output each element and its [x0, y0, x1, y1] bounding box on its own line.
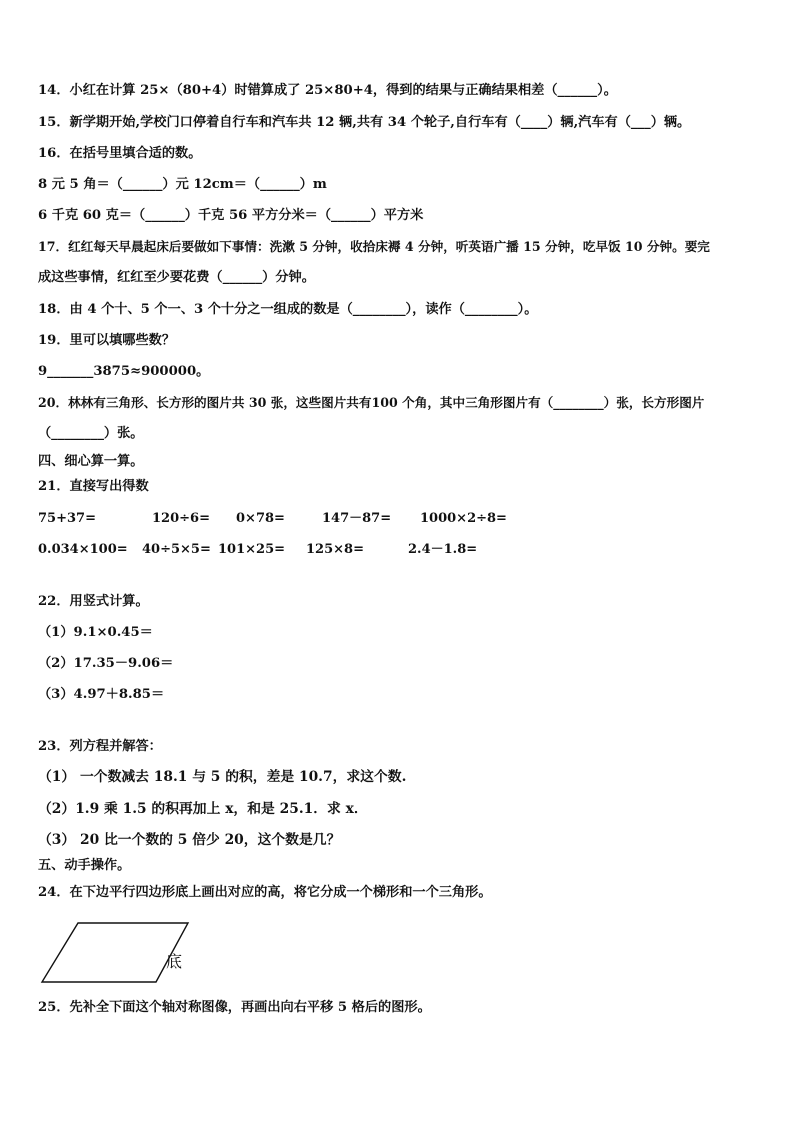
- question-16: 16．在括号里填合适的数。: [38, 146, 202, 161]
- section-5-title: 五、动手操作。: [38, 858, 131, 873]
- calc-item: 1000×2÷8=: [420, 511, 507, 526]
- question-23-item: （1） 一个数减去 18.1 与 5 的积，差是 10.7，求这个数.: [38, 769, 407, 785]
- question-19: 19．里可以填哪些数？: [38, 333, 176, 348]
- calc-item: 147－87=: [322, 511, 392, 526]
- calc-item: 0×78=: [236, 511, 285, 526]
- base-label: 底: [166, 952, 183, 971]
- calc-item: 0.034×100=: [38, 542, 128, 557]
- question-19-line: 9_______3875≈900000。: [38, 364, 210, 379]
- question-23-item: （3） 20 比一个数的 5 倍少 20，这个数是几？: [38, 832, 341, 848]
- question-22: 22．用竖式计算。: [38, 594, 149, 609]
- question-22-item: （3）4.97＋8.85＝: [38, 687, 165, 702]
- question-14: 14．小红在计算 25×（80+4）时错算成了 25×80+4，得到的结果与正确结果相差（______）。: [38, 83, 617, 98]
- calc-item: 125×8=: [306, 542, 364, 557]
- section-4-title: 四、细心算一算。: [38, 454, 144, 469]
- question-16-line-1: 8 元 5 角＝（______）元 12cm＝（______）m: [38, 177, 327, 192]
- question-25: 25．先补全下面这个轴对称图像，再画出向右平移 5 格后的图形。: [38, 1000, 431, 1015]
- calc-item: 40÷5×5=: [142, 542, 211, 557]
- question-15: 15．新学期开始,学校门口停着自行车和汽车共 12 辆,共有 34 个轮子,自行车有（____）辆,汽车有（___）辆。: [38, 115, 691, 130]
- question-17-line-2: 成这些事情，红红至少要花费（______）分钟。: [38, 270, 315, 285]
- question-20-line-1: 20．林林有三角形、长方形的图片共 30 张，这些图片共有100 个角，其中三角形图片有（________）张，长方形图片: [38, 395, 705, 410]
- calc-item: 101×25=: [218, 542, 286, 557]
- calc-item: 120÷6=: [152, 511, 210, 526]
- question-22-item: （2）17.35－9.06＝: [38, 656, 174, 671]
- question-23-item: （2）1.9 乘 1.5 的积再加上 x，和是 25.1．求 x．: [38, 801, 368, 817]
- question-24: 24．在下边平行四边形底上画出对应的高，将它分成一个梯形和一个三角形。: [38, 885, 492, 900]
- question-23: 23．列方程并解答：: [38, 739, 162, 754]
- question-17-line-1: 17．红红每天早晨起床后要做如下事情：洗漱 5 分钟，收拾床褥 4 分钟，听英语广播 15 分钟，吃早饭 10 分钟。要完: [38, 239, 710, 254]
- question-18: 18．由 4 个十、5 个一、3 个十分之一组成的数是（________），读作（________）。: [38, 302, 538, 317]
- question-16-line-2: 6 千克 60 克＝（______）千克 56 平方分米＝（______）平方米: [38, 208, 424, 223]
- question-22-item: （1）9.1×0.45＝: [38, 625, 153, 640]
- calc-item: 2.4－1.8=: [408, 542, 478, 557]
- question-21: 21．直接写出得数: [38, 479, 149, 494]
- question-20-line-2: （________）张。: [38, 426, 144, 441]
- calc-item: 75+37=: [38, 511, 96, 526]
